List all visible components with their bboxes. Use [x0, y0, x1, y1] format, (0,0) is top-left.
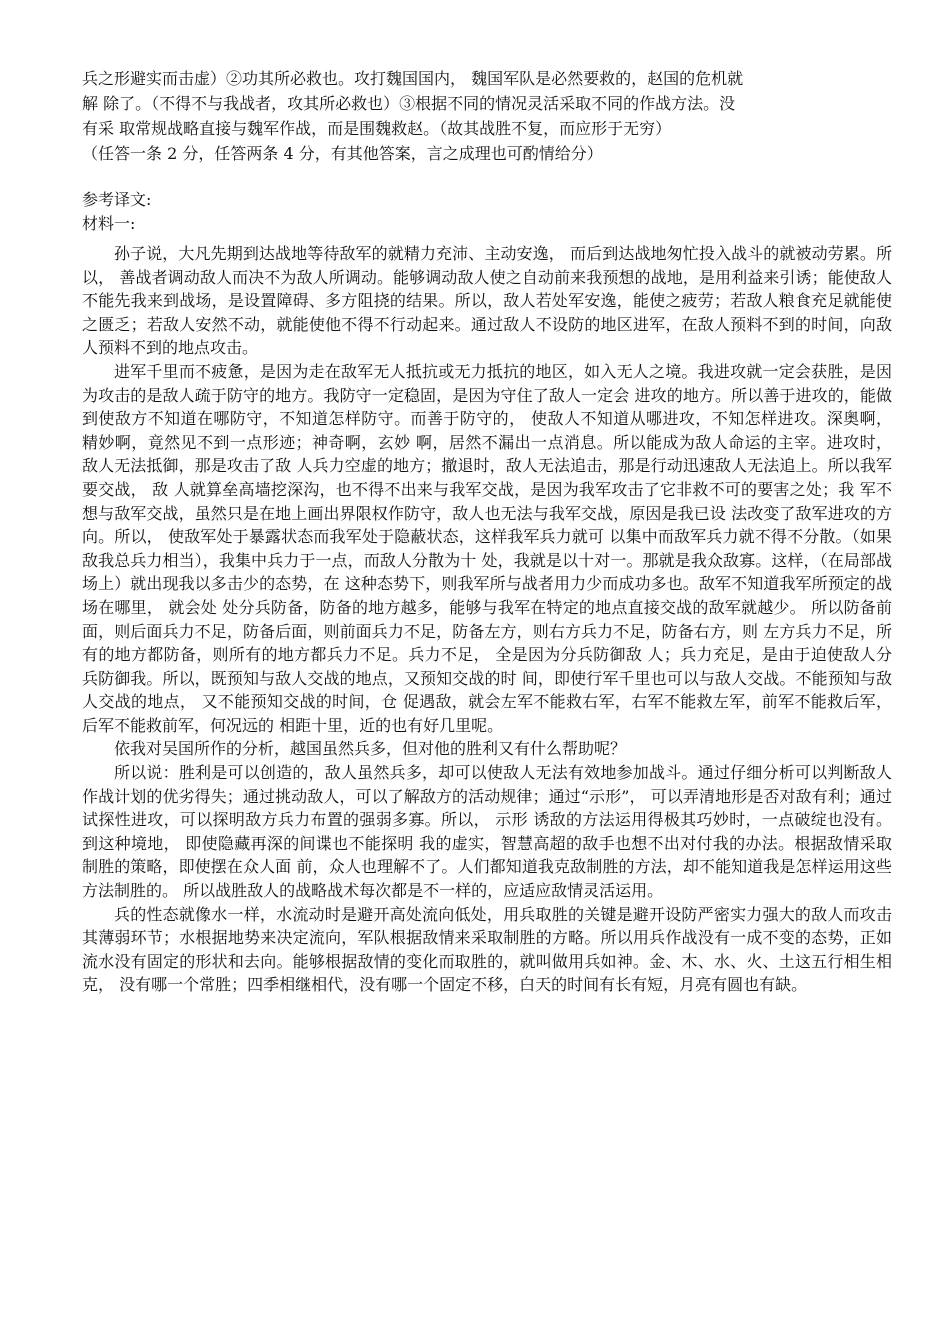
answer-section [82, 66, 892, 166]
translation-paragraph-4: 所以说：胜利是可以创造的，敌人虽然兵多，却可以使敌人无法有效地参加战斗。通过仔细分析可以判断敌人作战计划的优劣得失；通过挑动敌人，可以了解敌方的活动规律；通过“示形”， 可以弄清地形是否对敌有利；通过试探性进攻，可以探明敌方兵力布置的强弱多寡。所以， 示形 诱敌的方法运用得极其巧妙时，一点破绽也没有。到这种境地， 即使隐藏再深的间谍也不能探明 我的虚实，智慧高超的敌手也想不出对付我的办法。根据敌情采取制胜的策略，即使摆在众人面 前，众人也理解不了。人们都知道我克敌制胜的方法，却不能知道我是怎样运用这些方法制胜的。 所以战胜敌人的战略战术每次都是不一样的，应适应敌情灵活运用。 [82, 763, 892, 901]
translation-body [82, 242, 892, 997]
answer-line-1: 兵之形避实而击虚）②功其所必救也。攻打魏国国内， 魏国军队是必然要救的，赵国的危机就 [82, 69, 744, 88]
translation-paragraph-5: 兵的性态就像水一样，水流动时是避开高处流向低处，用兵取胜的关键是避开设防严密实力强大的敌人而攻击其薄弱环节；水根据地势来决定流向，军队根据敌情来采取制胜的方略。所以用兵作战没有一成不变的态势，正如流水没有固定的形状和去向。能够根据敌情的变化而取胜的，就叫做用兵如神。金、木、水、火、土这五行相生相克， 没有哪一个常胜；四季相继相代，没有哪一个固定不移，白天的时间有长有短，月亮有圆也有缺。 [82, 904, 892, 995]
material-heading: 材料一: [82, 214, 136, 233]
scoring-note: （任答一条 2 分，任答两条 4 分，有其他答案，言之成理也可酌情给分） [82, 144, 603, 163]
translation-heading: 参考译文: [82, 190, 152, 209]
answer-line-3: 有采 取常规战略直接与魏军作战，而是围魏救赵。（故其战胜不复，而应形于无穷） [82, 119, 672, 138]
translation-paragraph-3: 依我对吴国所作的分析，越国虽然兵多，但对他的胜利又有什么帮助呢？ [114, 739, 627, 759]
translation-paragraph-1: 孙子说，大凡先期到达战地等待敌军的就精力充沛、主动安逸， 而后到达战地匆忙投入战斗的就被动劳累。所以， 善战者调动敌人而决不为敌人所调动。能够调动敌人使之自动前来我预想的战地，是用利益来引诱；能使敌人不能先我来到战场，是设置障碍、多方阻挠的结果。所以，敌人若处军安逸，能使之疲劳；若敌人粮食充足就能使之匮乏；若敌人安然不动，就能使他不得不行动起来。通过敌人不设防的地区进军，在敌人预料不到的时间，向敌人预料不到的地点攻击。 [82, 244, 892, 358]
answer-line-2: 解 除了。（不得不与我战者，攻其所必救也）③根据不同的情况灵活采取不同的作战方法。没 [82, 94, 736, 113]
translation-paragraph-2: 进军千里而不疲惫，是因为走在敌军无人抵抗或无力抵抗的地区，如入无人之境。我进攻就一定会获胜，是因为攻击的是敌人疏于防守的地方。我防守一定稳固，是因为守住了敌人一定会 进攻的地方。所以善于进攻的，能做到使敌方不知道在哪防守，不知道怎样防守。而善于防守的， 使敌人不知道从哪进攻，不知怎样进攻。深奥啊， 精妙啊，竟然见不到一点形迹；神奇啊，玄妙 啊，居然不漏出一点消息。所以能成为敌人命运的主宰。进攻时， 敌人无法抵御，那是攻击了敌 人兵力空虚的地方；撤退时，敌人无法追击，那是行动迅速敌人无法追上。所以我军要交战， 敌 人就算垒高墙挖深沟，也不得不出来与我军交战，是因为我军攻击了它非救不可的要害之处；我 军不想与敌军交战，虽然只是在地上画出界限权作防守，敌人也无法与我军交战，原因是我已设 法改变了敌军进攻的方向。所以， 使敌军处于暴露状态而我军处于隐蔽状态，这样我军兵力就可 以集中而敌军兵力就不得不分散。（如果敌我总兵力相当），我集中兵力于一点，而敌人分散为十 处，我就是以十对一。那就是我众敌寡。这样，（在局部战场上）就出现我以多击少的态势，在 这种态势下，则我军所与战者用力少而成功多也。敌军不知道我军所预定的战场在哪里， 就会处 处分兵防备，防备的地方越多，能够与我军在特定的地点直接交战的敌军就越少。 所以防备前 面，则后面兵力不足，防备后面，则前面兵力不足，防备左方，则右方兵力不足，防备右方，则 左方兵力不足，所有的地方都防备，则所有的地方都兵力不足。兵力不足， 全是因为分兵防御敌 人；兵力充足，是由于迫使敌人分兵防御我。所以，既预知与敌人交战的地点，又预知交战的时 间，即使行军千里也可以与敌人交战。不能预知与敌人交战的地点， 又不能预知交战的时间，仓 促遇敌，就会左军不能救右军，右军不能救左军，前军不能救后军，后军不能救前军，何况远的 相距十里，近的也有好几里呢。 [82, 361, 892, 735]
